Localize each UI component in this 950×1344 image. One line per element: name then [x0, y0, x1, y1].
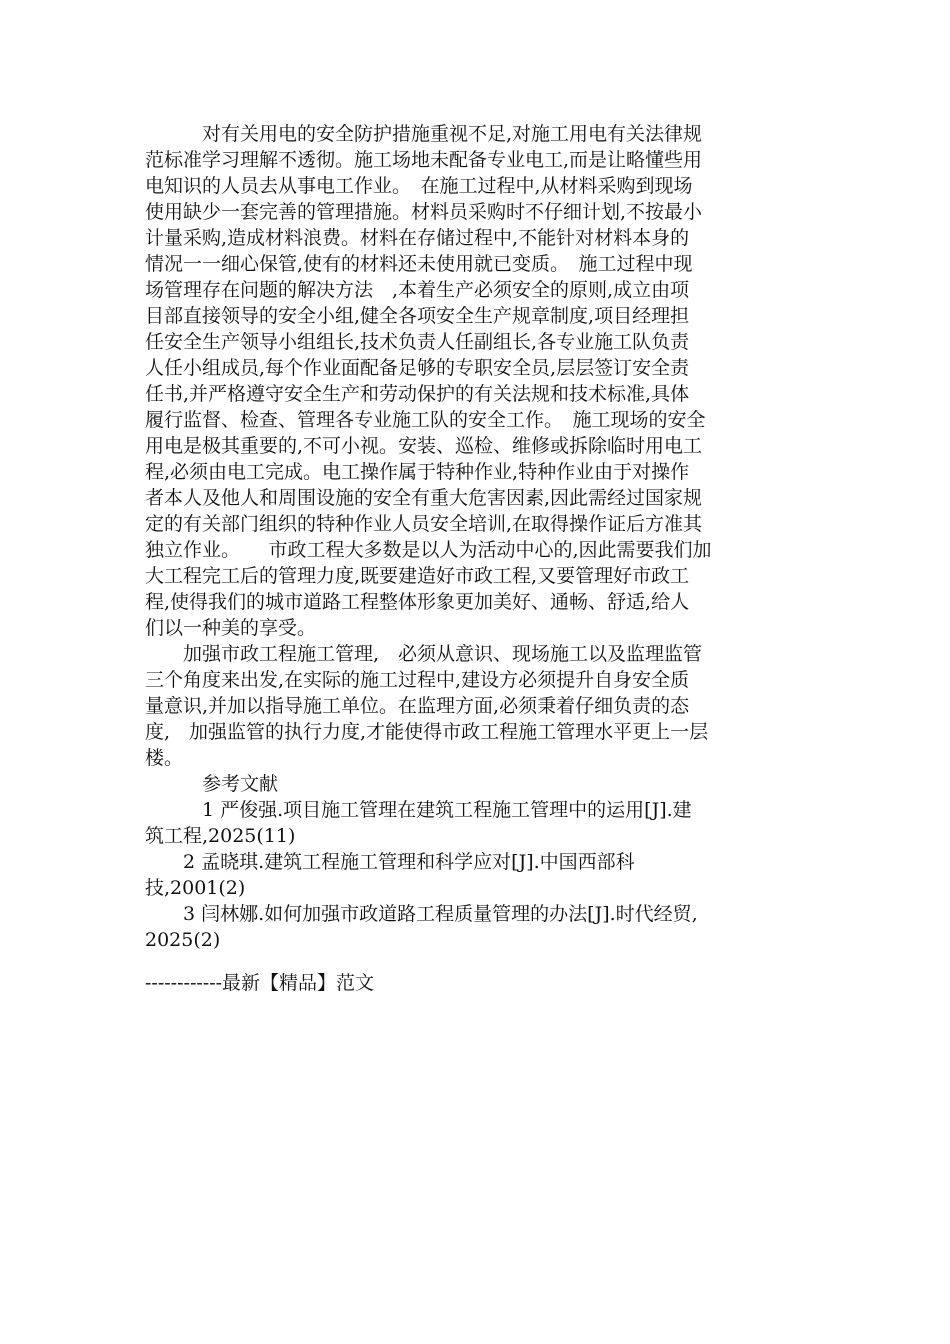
- text-line: 用电是极其重要的,不可小视。安装、巡检、维修或拆除临时用电工: [145, 435, 703, 457]
- text-line: 电知识的人员去从事电工作业。 在施工过程中,从材料采购到现场: [145, 175, 693, 197]
- text-line: 范标准学习理解不透彻。施工场地未配备专业电工,而是让略懂些用: [145, 149, 703, 171]
- text-line: 三个角度来出发,在实际的施工过程中,建设方必须提升自身安全质: [145, 669, 690, 691]
- text-line: 程,必须由电工完成。电工操作属于特种作业,特种作业由于对操作: [145, 461, 690, 483]
- reference-item-continued: 筑工程,2025(11): [145, 825, 296, 847]
- text-line: 独立作业。 市政工程大多数是以人为活动中心的,因此需要我们加: [145, 539, 712, 561]
- text-line: 目部直接领导的安全小组,健全各项安全生产规章制度,项目经理担: [145, 305, 690, 327]
- document-body: [145, 121, 805, 953]
- reference-item: 2 孟晓琪.建筑工程施工管理和科学应对[J].中国西部科: [145, 851, 635, 873]
- reference-item-continued: 技,2001(2): [145, 877, 246, 899]
- text-line: 们以一种美的享受。: [145, 617, 317, 639]
- reference-item: 3 闫林娜.如何加强市政道路工程质量管理的办法[J].时代经贸,: [145, 903, 698, 925]
- reference-item: 1 严俊强.项目施工管理在建筑工程施工管理中的运用[J].建: [145, 799, 692, 821]
- references-heading: 参考文献: [145, 773, 279, 795]
- text-line: 程,使得我们的城市道路工程整体形象更加美好、通畅、舒适,给人: [145, 591, 690, 613]
- text-line: 加强市政工程施工管理, 必须从意识、现场施工以及监理监管: [145, 643, 703, 665]
- text-line: 者本人及他人和周围设施的安全有重大危害因素,因此需经过国家规: [145, 487, 703, 509]
- text-line: 楼。: [145, 747, 184, 769]
- text-line: 计量采购,造成材料浪费。材料在存储过程中,不能针对材料本身的: [145, 227, 690, 249]
- text-line: 履行监督、检查、管理各专业施工队的安全工作。 施工现场的安全: [145, 409, 706, 431]
- text-line: 任安全生产领导小组组长,技术负责人任副组长,各专业施工队负责: [145, 331, 690, 353]
- footer-text: ------------最新【精品】范文: [145, 972, 375, 994]
- text-line: 大工程完工后的管理力度,既要建造好市政工程,又要管理好市政工: [145, 565, 690, 587]
- text-line: 人任小组成员,每个作业面配备足够的专职安全员,层层签订安全责: [145, 357, 690, 379]
- reference-item-continued: 2025(2): [145, 929, 221, 951]
- text-line: 情况一一细心保管,使有的材料还未使用就已变质。 施工过程中现: [145, 253, 693, 275]
- text-line: 使用缺少一套完善的管理措施。材料员采购时不仔细计划,不按最小: [145, 201, 703, 223]
- text-line: 量意识,并加以指导施工单位。在监理方面,必须秉着仔细负责的态: [145, 695, 690, 717]
- text-line: 场管理存在问题的解决方法 ,本着生产必须安全的原则,成立由项: [145, 279, 690, 301]
- text-line: 度, 加强监管的执行力度,才能使得市政工程施工管理水平更上一层: [145, 721, 709, 743]
- text-line: 对有关用电的安全防护措施重视不足,对施工用电有关法律规: [145, 123, 703, 145]
- text-line: 定的有关部门组织的特种作业人员安全培训,在取得操作证后方准其: [145, 513, 703, 535]
- text-line: 任书,并严格遵守安全生产和劳动保护的有关法规和技术标准,具体: [145, 383, 690, 405]
